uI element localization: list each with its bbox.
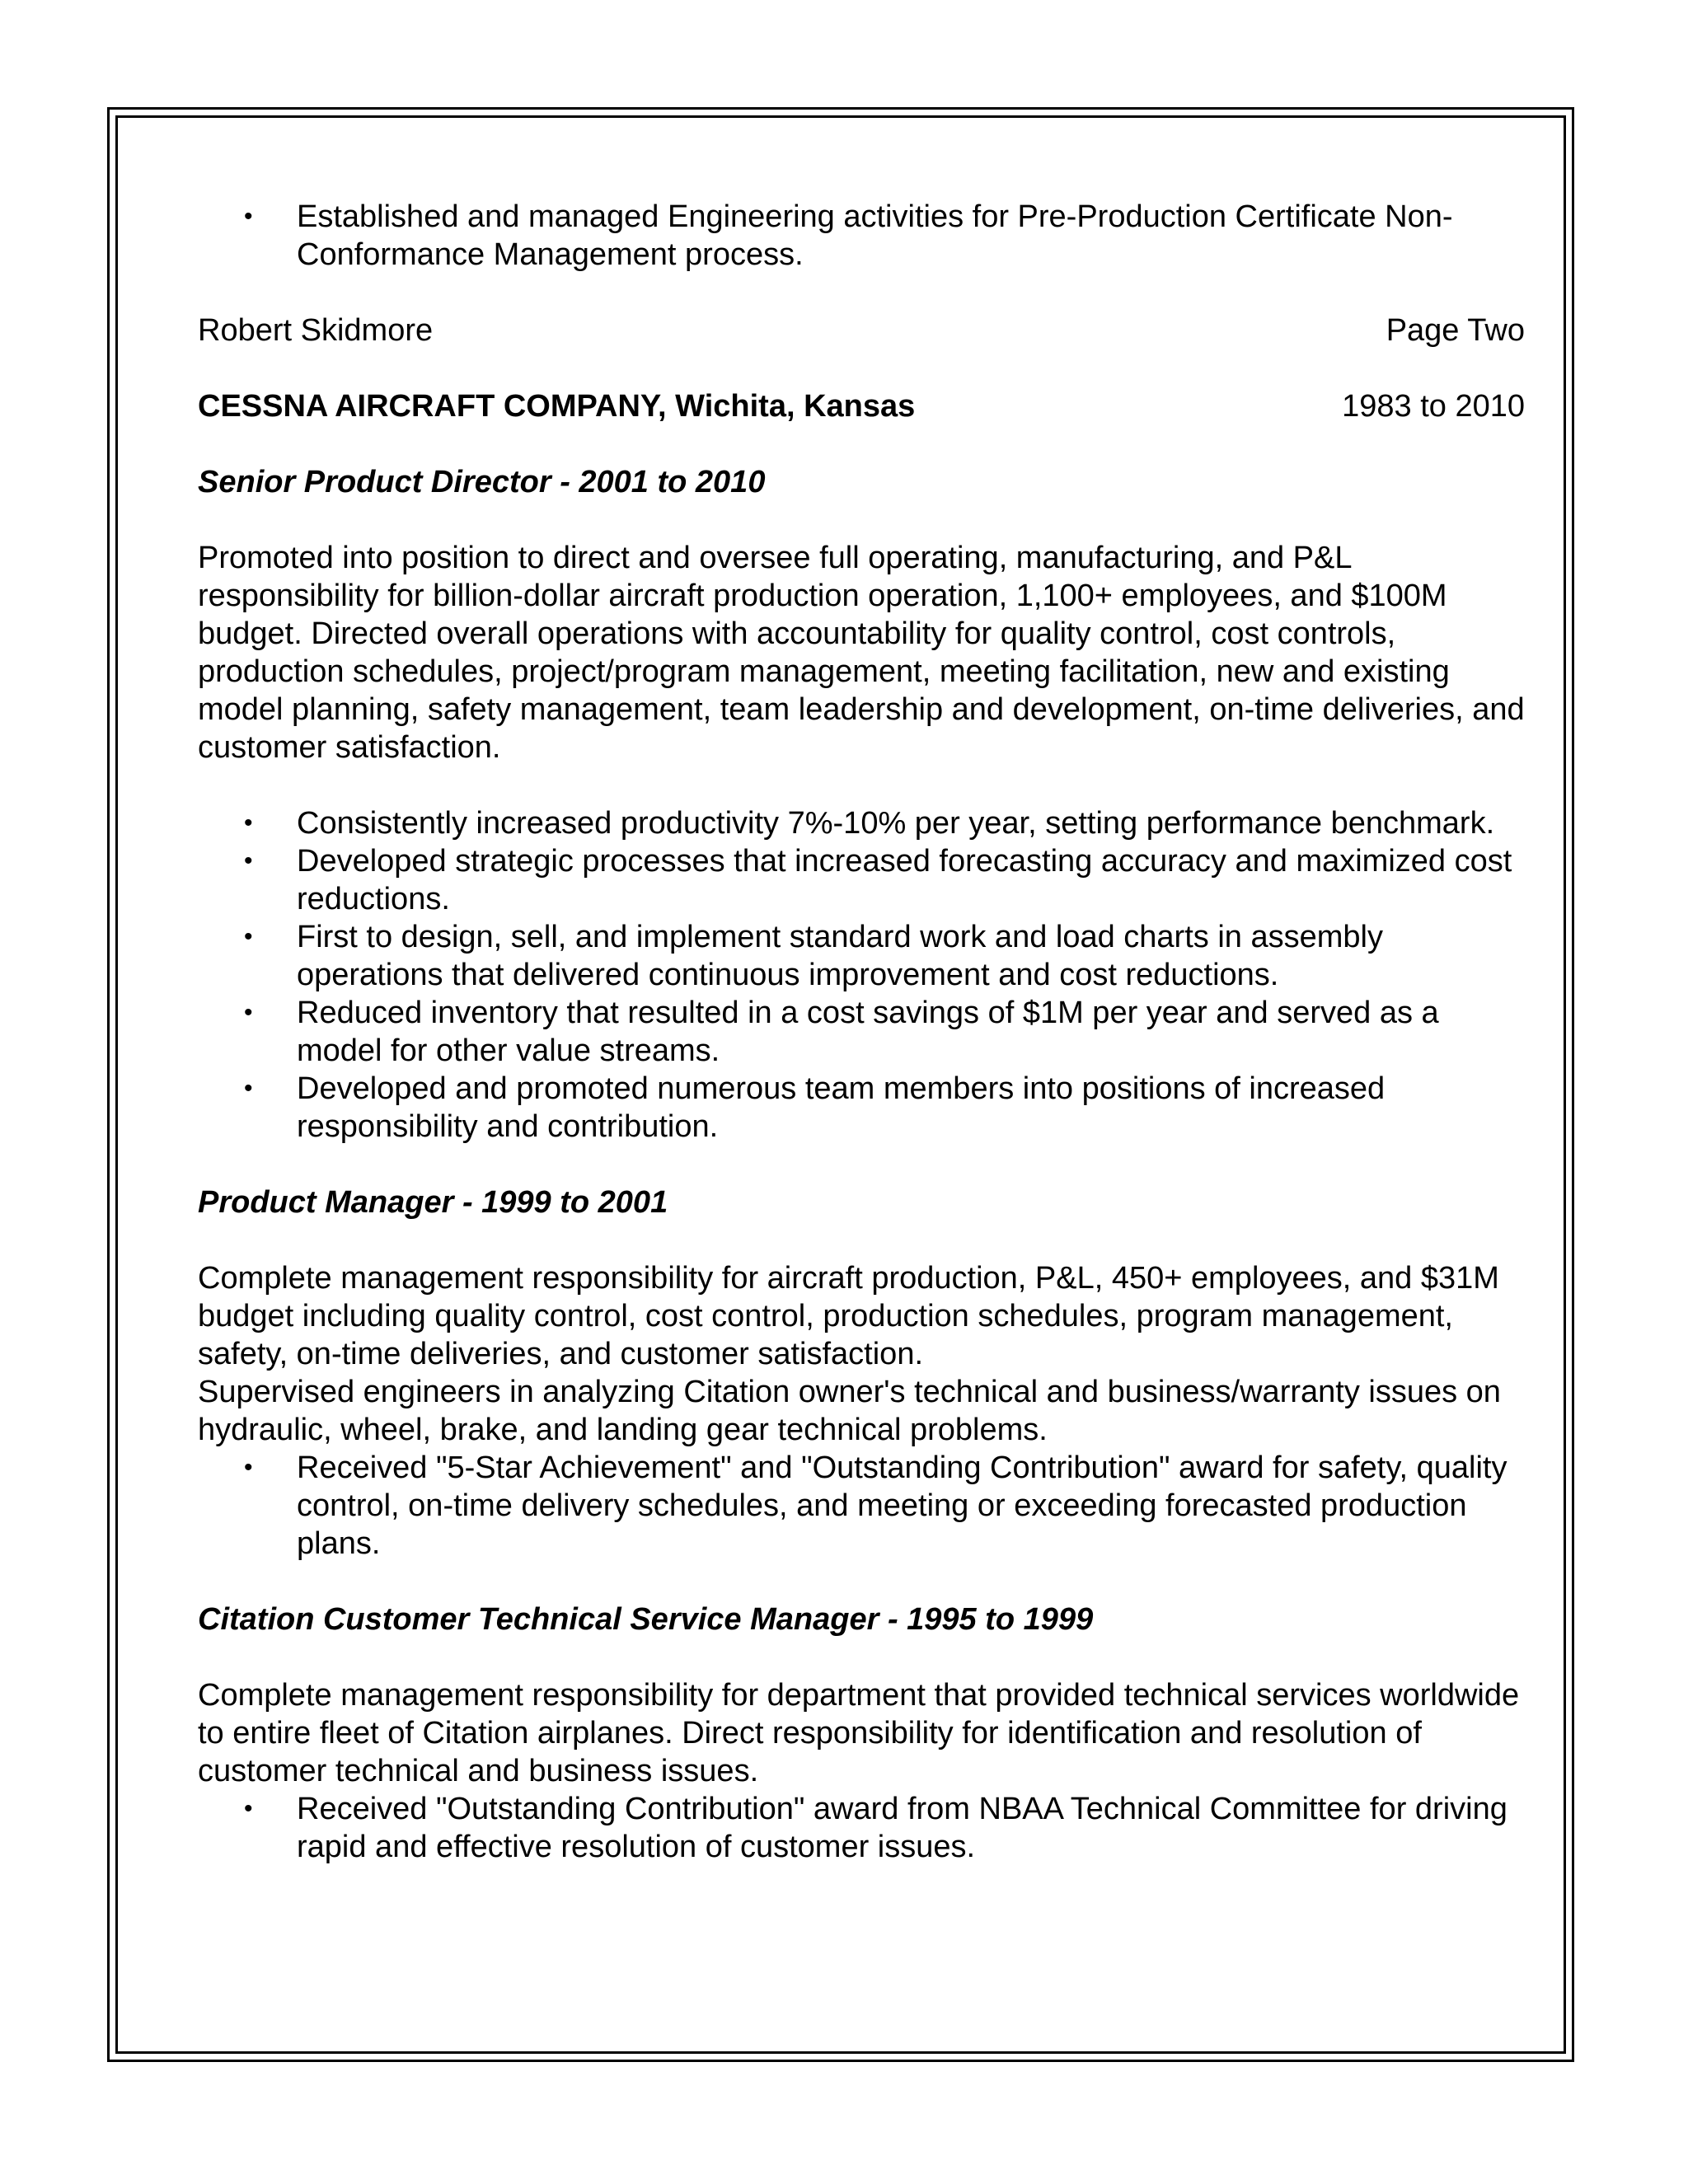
role-description: Supervised engineers in analyzing Citation owner's technical and business/warranty issues on hydraulic, wheel, brake, and landing gear technical problems. [198, 1375, 1501, 1447]
bullet-icon: • [244, 1075, 253, 1102]
bullet-text: Established and managed Engineering activities for Pre-Production Certificate Non-Conformance Management process. [297, 199, 1453, 272]
bullet-icon: • [244, 203, 253, 230]
spacer [198, 274, 1525, 312]
list-item [198, 918, 1525, 994]
bullet-text: Received "Outstanding Contribution" award from NBAA Technical Committee for driving rapid and effective resolution of customer issues. [297, 1792, 1507, 1864]
bullet-icon: • [244, 999, 253, 1026]
bullet-icon: • [244, 1454, 253, 1481]
resume-page [198, 198, 1525, 1866]
list-item [198, 1070, 1525, 1146]
page-header [198, 312, 1525, 349]
role-title: Citation Customer Technical Service Manager - 1995 to 1999 [198, 1602, 1094, 1637]
spacer [198, 1221, 1525, 1259]
bullet-text: Received "5-Star Achievement" and "Outstanding Contribution" award for safety, quality control, on-time delivery schedules, and meeting or exceeding forecasted production plans. [297, 1451, 1507, 1561]
bullet-text: Consistently increased productivity 7%-10% per year, setting performance benchmark. [297, 806, 1495, 841]
role-bullet-list [198, 1790, 1525, 1866]
intro-bullet-list [198, 198, 1525, 274]
spacer [198, 501, 1525, 539]
bullet-icon: • [244, 809, 253, 837]
company-dates: 1983 to 2010 [1342, 389, 1525, 424]
bullet-icon: • [244, 923, 253, 950]
role-bullet-list [198, 1449, 1525, 1563]
bullet-text: First to design, sell, and implement standard work and load charts in assembly operations that delivered continuous improvement and cost reductions. [297, 920, 1383, 992]
bullet-text: Developed and promoted numerous team members into positions of increased responsibility and contribution. [297, 1071, 1386, 1144]
spacer [198, 1146, 1525, 1183]
role-title: Senior Product Director - 2001 to 2010 [198, 465, 766, 499]
list-item [198, 1790, 1525, 1866]
list-item [198, 1449, 1525, 1563]
spacer [198, 1638, 1525, 1676]
spacer [198, 766, 1525, 804]
list-item [198, 804, 1525, 842]
list-item [198, 842, 1525, 918]
bullet-text: Reduced inventory that resulted in a cost savings of $1M per year and served as a model for other value streams. [297, 996, 1439, 1068]
role-description: Complete management responsibility for department that provided technical services worldwide to entire fleet of Citation airplanes. Direct responsibility for identification and resolution of customer technical and business issues. [198, 1678, 1520, 1788]
list-item [198, 994, 1525, 1070]
page-number: Page Two [1386, 313, 1525, 348]
role-description: Promoted into position to direct and oversee full operating, manufacturing, and P&L responsibility for billion-dollar aircraft production operation, 1,100+ employees, and $100M budget. Directed overall operations with accountability for quality control, cost controls, production schedules, project/program management, meeting facilitation, new and existing model planning, safety management, team leadership and development, on-time deliveries, and customer satisfaction. [198, 541, 1525, 765]
role-bullet-list [198, 804, 1525, 1146]
list-item [198, 198, 1525, 274]
candidate-name: Robert Skidmore [198, 313, 434, 348]
company-name: CESSNA AIRCRAFT COMPANY, Wichita, Kansas [198, 389, 916, 424]
bullet-icon: • [244, 1795, 253, 1822]
spacer [198, 425, 1525, 463]
spacer [198, 349, 1525, 387]
role-title: Product Manager - 1999 to 2001 [198, 1185, 668, 1220]
role-description: Complete management responsibility for aircraft production, P&L, 450+ employees, and $31M budget including quality control, cost control, production schedules, program management, safety, on-time deliveries, and customer satisfaction. [198, 1261, 1499, 1371]
spacer [198, 1563, 1525, 1601]
bullet-text: Developed strategic processes that increased forecasting accuracy and maximized cost reductions. [297, 844, 1512, 916]
bullet-icon: • [244, 847, 253, 874]
company-header [198, 387, 1525, 425]
